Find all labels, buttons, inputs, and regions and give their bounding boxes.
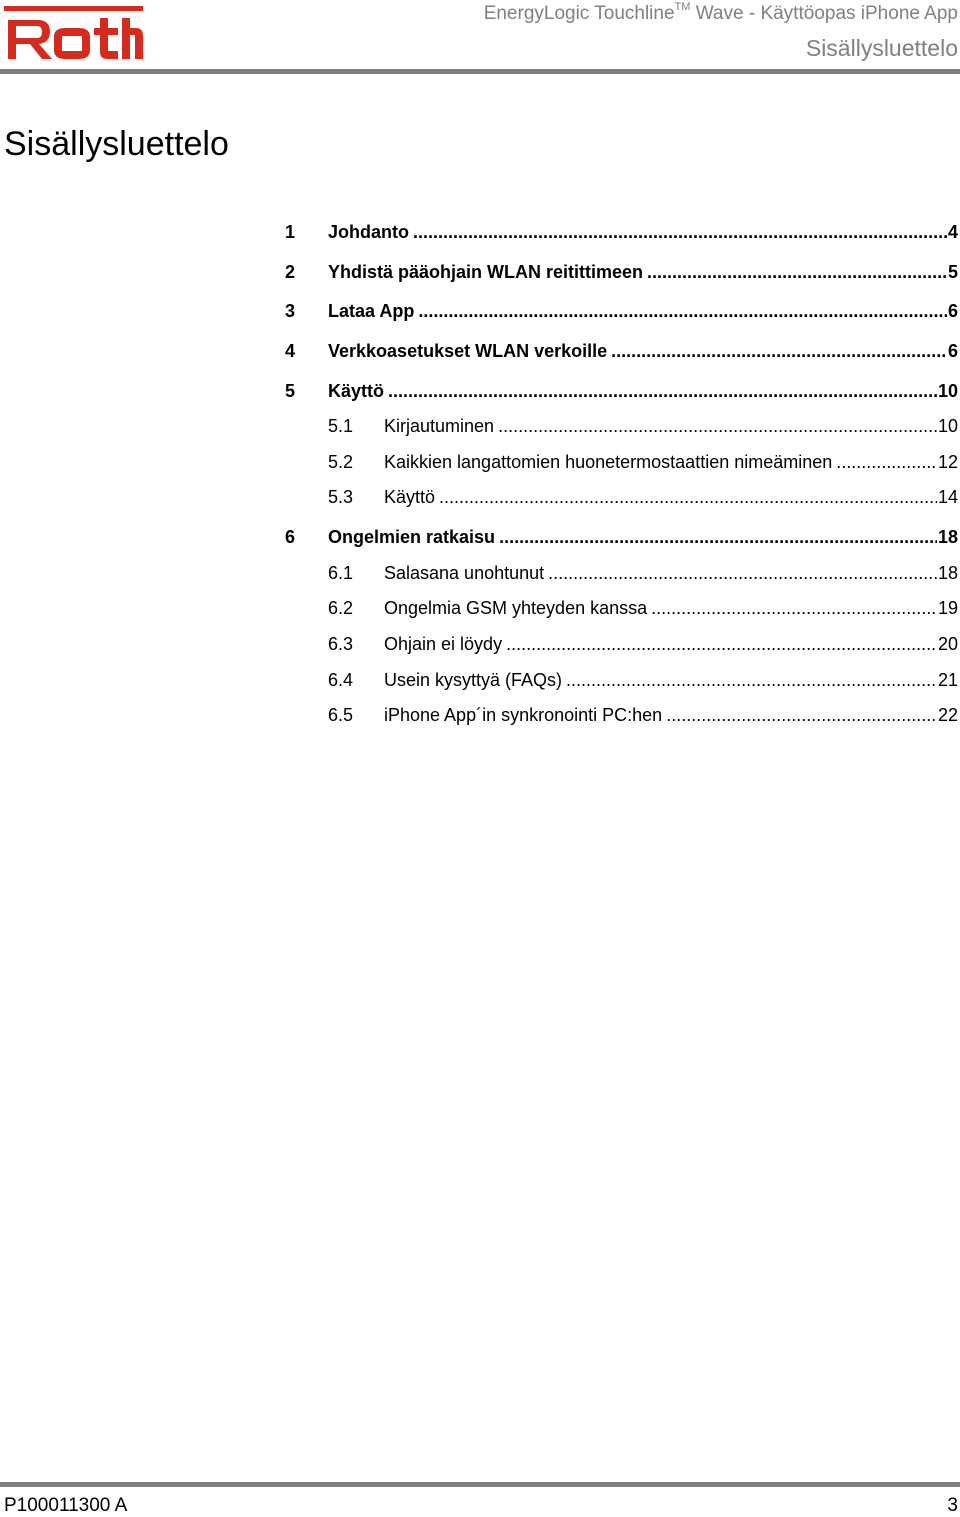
toc-number: 5 [285,381,296,401]
toc-page: 21 [937,670,958,690]
toc-number: 5.3 [328,487,354,507]
toc-entry-6-1[interactable] [328,560,958,586]
toc-number: 4 [285,341,296,361]
toc-title: Kirjautuminen [384,416,495,436]
toc-leader [548,560,937,586]
toc-leader [651,595,937,621]
toc-page: 20 [937,634,958,654]
toc-title: Verkkoasetukset WLAN verkoille [328,341,608,361]
toc-number: 6.1 [328,563,354,583]
toc-page: 6 [947,341,958,361]
toc-title: Yhdistä pääohjain WLAN reitittimeen [328,262,644,282]
toc-page: 18 [937,563,958,583]
toc-title: Ohjain ei löydy [384,634,503,654]
toc-number: 6.2 [328,598,354,618]
toc-page: 5 [947,262,958,282]
toc-title: Lataa App [328,301,415,321]
toc-page: 6 [947,301,958,321]
toc-title: Salasana unohtunut [384,563,545,583]
toc-entry-4[interactable] [285,338,958,364]
toc-number: 2 [285,262,296,282]
document-title: EnergyLogic Touchline™ Wave - Käyttöopas iPhone App [483,1,958,24]
toc-title: Johdanto [328,222,409,242]
toc-number: 6.5 [328,705,354,725]
toc-entry-5-1[interactable] [328,413,958,439]
toc-number: 5.2 [328,452,354,472]
toc-leader [439,484,937,510]
roth-logo [4,6,143,64]
toc-number: 3 [285,301,296,321]
toc-entry-6-5[interactable] [328,702,958,728]
toc-number: 6 [285,527,296,547]
toc-leader [566,667,937,693]
header-divider [0,69,960,74]
toc-entry-5-2[interactable] [328,449,958,475]
toc-title: Käyttö [328,381,385,401]
page-title: Sisällysluettelo [4,125,229,163]
toc-entry-5-3[interactable] [328,484,958,510]
toc-number: 5.1 [328,416,354,436]
toc-entry-5[interactable] [285,378,958,404]
toc-leader [499,524,937,550]
toc-entry-1[interactable] [285,219,958,245]
toc-number: 6.3 [328,634,354,654]
footer-page-number: 3 [947,1495,958,1516]
toc-page: 19 [937,598,958,618]
toc-leader [836,449,937,475]
toc-entry-6-2[interactable] [328,595,958,621]
toc-page: 18 [937,527,958,547]
toc-leader [506,631,937,657]
toc-number: 6.4 [328,670,354,690]
trademark-mark: TM [674,1,691,13]
header-section-name: Sisällysluettelo [805,35,958,61]
toc-entry-6-3[interactable] [328,631,958,657]
toc-title: Käyttö [384,487,436,507]
toc-number: 1 [285,222,296,242]
toc-leader [388,378,937,404]
toc-leader [611,338,947,364]
toc-leader [647,259,947,285]
toc-leader [666,702,937,728]
toc-title: Ongelmien ratkaisu [328,527,496,547]
toc-page: 14 [937,487,958,507]
toc-title: Ongelmia GSM yhteyden kanssa [384,598,648,618]
toc-title: iPhone App´in synkronointi PC:hen [384,705,663,725]
toc-leader [413,219,947,245]
footer-divider [0,1482,960,1487]
toc-page: 4 [947,222,958,242]
toc-entry-6[interactable] [285,524,958,550]
toc-title: Kaikkien langattomien huonetermostaattien nimeäminen [384,452,833,472]
toc-title: Usein kysyttyä (FAQs) [384,670,563,690]
toc-entry-6-4[interactable] [328,667,958,693]
toc-entry-3[interactable] [285,298,958,324]
toc-entry-2[interactable] [285,259,958,285]
toc-leader [498,413,937,439]
toc-leader [418,298,947,324]
footer-document-number: P100011300 A [4,1495,128,1516]
toc-page: 10 [937,381,958,401]
toc-page: 10 [937,416,958,436]
toc-page: 12 [937,452,958,472]
toc-page: 22 [937,705,958,725]
